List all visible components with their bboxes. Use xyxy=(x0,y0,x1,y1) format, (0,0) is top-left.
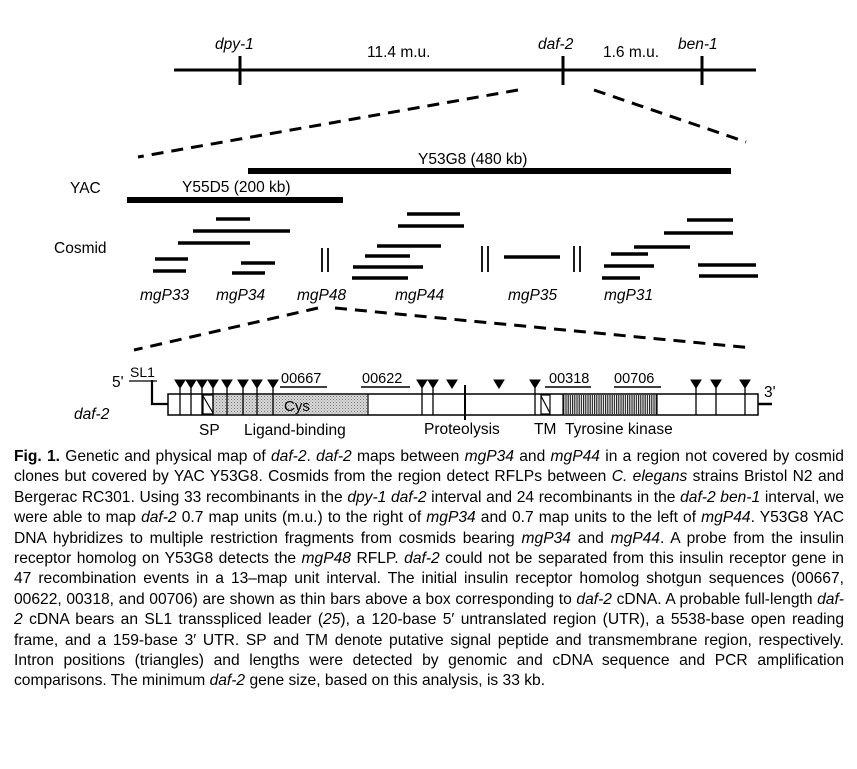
rflp-mgp35: mgP35 xyxy=(508,287,558,304)
shotgun-00622: 00622 xyxy=(362,371,403,387)
caption-text: Genetic and physical map of xyxy=(59,448,271,465)
yac-clones xyxy=(70,151,731,200)
caption-italic-text: mgP48 xyxy=(301,550,351,568)
yac-label-y55d5: Y55D5 (200 kb) xyxy=(182,179,291,196)
caption-italic-text: daf-2 xyxy=(271,448,307,465)
caption-text: ), a 120-base 5′ untranslated region (UTR), a 5538-base open reading frame, and a 159-base 3′ UTR. SP and TM denote putative signal peptide and transmembrane region, respectively. Intron positions (triangles) and lengths were detected by genomic and cDNA sequence and PCR amplification comparisons. The minimum xyxy=(14,611,844,690)
caption-italic-text: daf-2 xyxy=(209,672,246,690)
shotgun-00706: 00706 xyxy=(614,371,655,387)
caption-italic-text: mgP44 xyxy=(550,448,600,465)
caption-text: . Y53G8 YAC DNA hybridizes to multiple restriction fragments from cosmids bearing xyxy=(14,509,845,547)
caption-label: Fig. 1. xyxy=(14,448,60,465)
caption-text: 0.7 map units (m.u.) to the right of xyxy=(176,509,427,527)
gene-structure xyxy=(74,364,776,439)
intron-triangle xyxy=(494,380,504,388)
intron-triangle xyxy=(447,380,457,388)
caption-text: and xyxy=(514,448,551,465)
caption-italic-text: mgP44 xyxy=(701,509,751,527)
caption-text: maps between xyxy=(351,448,465,465)
cys-label: Cys xyxy=(284,398,310,415)
caption-italic-text: 25 xyxy=(323,611,341,629)
caption-italic-text: mgP34 xyxy=(521,529,571,547)
sl1-leader xyxy=(152,380,168,404)
caption-text: RFLP. xyxy=(350,550,405,568)
caption-text: interval and 24 recombinants in the xyxy=(426,488,681,506)
five-prime-label: 5' xyxy=(112,374,124,391)
caption-italic-text: dpy-1 daf-2 xyxy=(347,488,427,506)
label-proteolysis: Proteolysis xyxy=(424,421,500,438)
caption-italic-text: daf-2 xyxy=(404,550,440,568)
gene-label: daf-2 xyxy=(74,406,110,423)
marker-label-ben-1: ben-1 xyxy=(678,36,718,53)
caption-italic-text: daf-2 xyxy=(576,590,612,608)
shotgun-00667: 00667 xyxy=(281,371,322,387)
caption-text: strains Bristol N2 and Bergerac RC301. Using 33 recombinants in the xyxy=(14,468,844,506)
caption-text: and 0.7 map units to the left of xyxy=(475,509,702,527)
caption-italic-text: daf-2 ben-1 xyxy=(680,488,761,506)
caption-italic-text: mgP34 xyxy=(426,509,476,527)
rflp-labels xyxy=(140,287,653,304)
caption-text: . xyxy=(306,448,317,465)
rflp-mgp44: mgP44 xyxy=(395,287,445,304)
rflp-mgp48: mgP48 xyxy=(297,287,347,304)
caption-italic-text: mgP34 xyxy=(464,448,514,465)
sl1-label: SL1 xyxy=(130,364,155,380)
shotgun-sequences xyxy=(280,371,661,387)
cosmid-label: Cosmid xyxy=(54,240,107,257)
label-ligand-binding: Ligand-binding xyxy=(244,422,346,439)
caption-text: could not be separated from this insulin receptor gene in 47 recombination events in a 13–map unit interval. The initial insulin receptor homolog shotgun sequences (00667, 00622, 00318, and 00706) are shown as thin bars above a box corresponding to xyxy=(14,550,844,608)
label-sp: SP xyxy=(199,422,220,439)
rflp-mgp31: mgP31 xyxy=(604,287,654,304)
tyrosine-kinase-region xyxy=(563,395,657,414)
rflp-mgp33: mgP33 xyxy=(140,287,190,304)
marker-label-dpy-1: dpy-1 xyxy=(215,36,254,53)
caption-text: . A probe from the insulin receptor homolog on Y53G8 detects the xyxy=(14,529,844,568)
three-prime-label: 3' xyxy=(764,384,776,401)
caption-text: in a region not covered by cosmid clones but covered by YAC Y53G8. Cosmids from the region detect RFLPs between xyxy=(14,448,844,486)
shotgun-00318: 00318 xyxy=(549,371,590,387)
caption-text: and xyxy=(570,529,611,547)
caption-text: interval, we were able to map xyxy=(14,488,844,527)
marker-label-daf-2: daf-2 xyxy=(538,36,574,53)
caption-text: gene size, based on this analysis, is 33 kb. xyxy=(245,672,546,690)
distance-label-2: 1.6 m.u. xyxy=(603,44,659,61)
caption-italic-text: C. elegans xyxy=(611,468,688,486)
cosmid-clones xyxy=(153,214,758,278)
rflp-mgp34: mgP34 xyxy=(216,287,266,304)
label-tyrosine-kinase: Tyrosine kinase xyxy=(565,421,673,438)
yac-label-y53g8: Y53G8 (480 kb) xyxy=(418,151,528,168)
yac-label: YAC xyxy=(70,180,101,197)
zoom-lines-lower xyxy=(134,308,753,350)
zoom-lines-upper xyxy=(138,90,746,157)
caption-italic-text: daf-2 xyxy=(14,590,844,629)
distance-label-1: 11.4 m.u. xyxy=(367,44,431,61)
caption-italic-text: daf-2 xyxy=(141,509,177,527)
genetic-map xyxy=(174,36,756,85)
caption-italic-text: mgP44 xyxy=(610,529,661,547)
figure-caption xyxy=(14,447,844,692)
caption-italic-text: daf-2 xyxy=(316,448,352,465)
caption-text: cDNA. A probable full-length xyxy=(611,590,818,608)
caption-text: cDNA bears an SL1 transspliced leader ( xyxy=(22,611,324,629)
domain-labels xyxy=(199,421,673,439)
label-tm: TM xyxy=(534,421,557,438)
